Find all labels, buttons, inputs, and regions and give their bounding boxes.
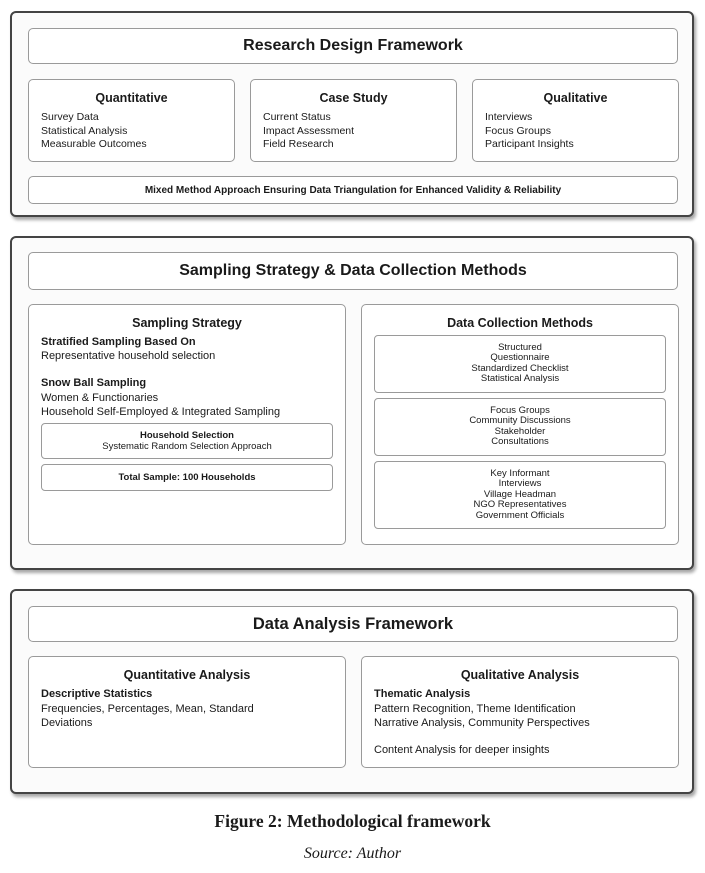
list-item: Statistical Analysis	[480, 373, 560, 385]
quantitative-items	[41, 111, 147, 152]
key-informant-method-box	[374, 461, 666, 529]
list-item: Consultations	[491, 436, 549, 448]
thematic-analysis-heading: Thematic Analysis	[374, 688, 471, 700]
list-item: Deviations	[41, 717, 93, 729]
list-item: Survey Data	[41, 111, 99, 123]
list-item: Impact Assessment	[263, 124, 355, 137]
list-item: Participant Insights	[485, 138, 574, 150]
case-study-title: Case Study	[319, 91, 388, 105]
list-item: Statistical Analysis	[41, 124, 128, 137]
list-item: Interviews	[485, 111, 533, 123]
analysis-panel	[10, 589, 694, 794]
list-item: Questionnaire	[490, 352, 550, 364]
analysis-title: Data Analysis Framework	[28, 606, 678, 642]
descriptive-statistics-heading: Descriptive Statistics	[41, 688, 153, 700]
stratified-sampling-text: Representative household selection	[41, 350, 216, 362]
household-selection-heading: Household Selection	[140, 430, 234, 441]
snowball-sampling-heading: Snow Ball Sampling	[41, 377, 147, 389]
list-item: Key Informant	[490, 468, 550, 479]
list-item: NGO Representatives	[473, 499, 567, 511]
case-study-items	[263, 111, 354, 152]
data-collection-column	[361, 304, 679, 545]
focus-group-method-box	[374, 398, 666, 456]
thematic-analysis-lines	[374, 702, 590, 730]
questionnaire-method-box	[374, 335, 666, 393]
sampling-strategy-title: Sampling Strategy	[132, 316, 242, 330]
qualitative-analysis-column	[361, 656, 679, 768]
total-sample-text: Total Sample: 100 Households	[118, 472, 256, 483]
list-item: Frequencies, Percentages, Mean, Standard	[41, 703, 254, 715]
quantitative-title: Quantitative	[95, 91, 168, 105]
case-study-column	[250, 79, 457, 162]
list-item: Field Research	[263, 138, 334, 150]
figure-source: Source: Author	[303, 845, 402, 862]
sampling-title: Sampling Strategy & Data Collection Methods	[28, 252, 678, 290]
figure-caption: Figure 2: Methodological framework	[214, 811, 491, 831]
total-sample-box	[41, 464, 333, 491]
list-item: Narrative Analysis, Community Perspectives	[374, 717, 590, 729]
list-item: Village Headman	[483, 488, 557, 500]
list-item: Current Status	[263, 111, 331, 123]
stratified-sampling-heading: Stratified Sampling Based On	[41, 336, 196, 348]
list-item: Government Officials	[475, 509, 565, 521]
list-item: Household Self-Employed & Integrated Sampling	[41, 406, 281, 418]
descriptive-statistics-lines	[41, 702, 254, 730]
household-selection-text: Systematic Random Selection Approach	[102, 441, 272, 452]
qualitative-title: Qualitative	[543, 91, 608, 105]
list-item: Interviews	[498, 478, 542, 490]
mixed-method-banner: Mixed Method Approach Ensuring Data Triangulation for Enhanced Validity & Reliability	[28, 176, 678, 204]
data-collection-title: Data Collection Methods	[447, 316, 593, 330]
snowball-sampling-lines	[41, 391, 280, 419]
content-analysis-text: Content Analysis for deeper insights	[374, 744, 550, 756]
qualitative-analysis-title: Qualitative Analysis	[460, 668, 580, 682]
quantitative-analysis-title: Quantitative Analysis	[123, 668, 251, 682]
list-item: Stakeholder	[494, 425, 546, 437]
list-item: Structured	[498, 342, 542, 353]
list-item: Community Discussions	[469, 415, 571, 427]
research-design-title: Research Design Framework	[28, 28, 678, 64]
qualitative-items	[485, 111, 574, 152]
sampling-panel	[10, 236, 694, 570]
list-item: Standardized Checklist	[471, 362, 569, 374]
list-item: Focus Groups	[485, 124, 551, 137]
research-design-panel	[10, 11, 694, 217]
sampling-strategy-column	[28, 304, 346, 545]
household-selection-box	[41, 423, 333, 459]
list-item: Measurable Outcomes	[41, 138, 147, 150]
qualitative-column	[472, 79, 679, 162]
list-item: Pattern Recognition, Theme Identification	[374, 703, 576, 715]
quantitative-column	[28, 79, 235, 162]
list-item: Focus Groups	[490, 405, 550, 416]
quantitative-analysis-column	[28, 656, 346, 768]
list-item: Women & Functionaries	[41, 392, 159, 404]
